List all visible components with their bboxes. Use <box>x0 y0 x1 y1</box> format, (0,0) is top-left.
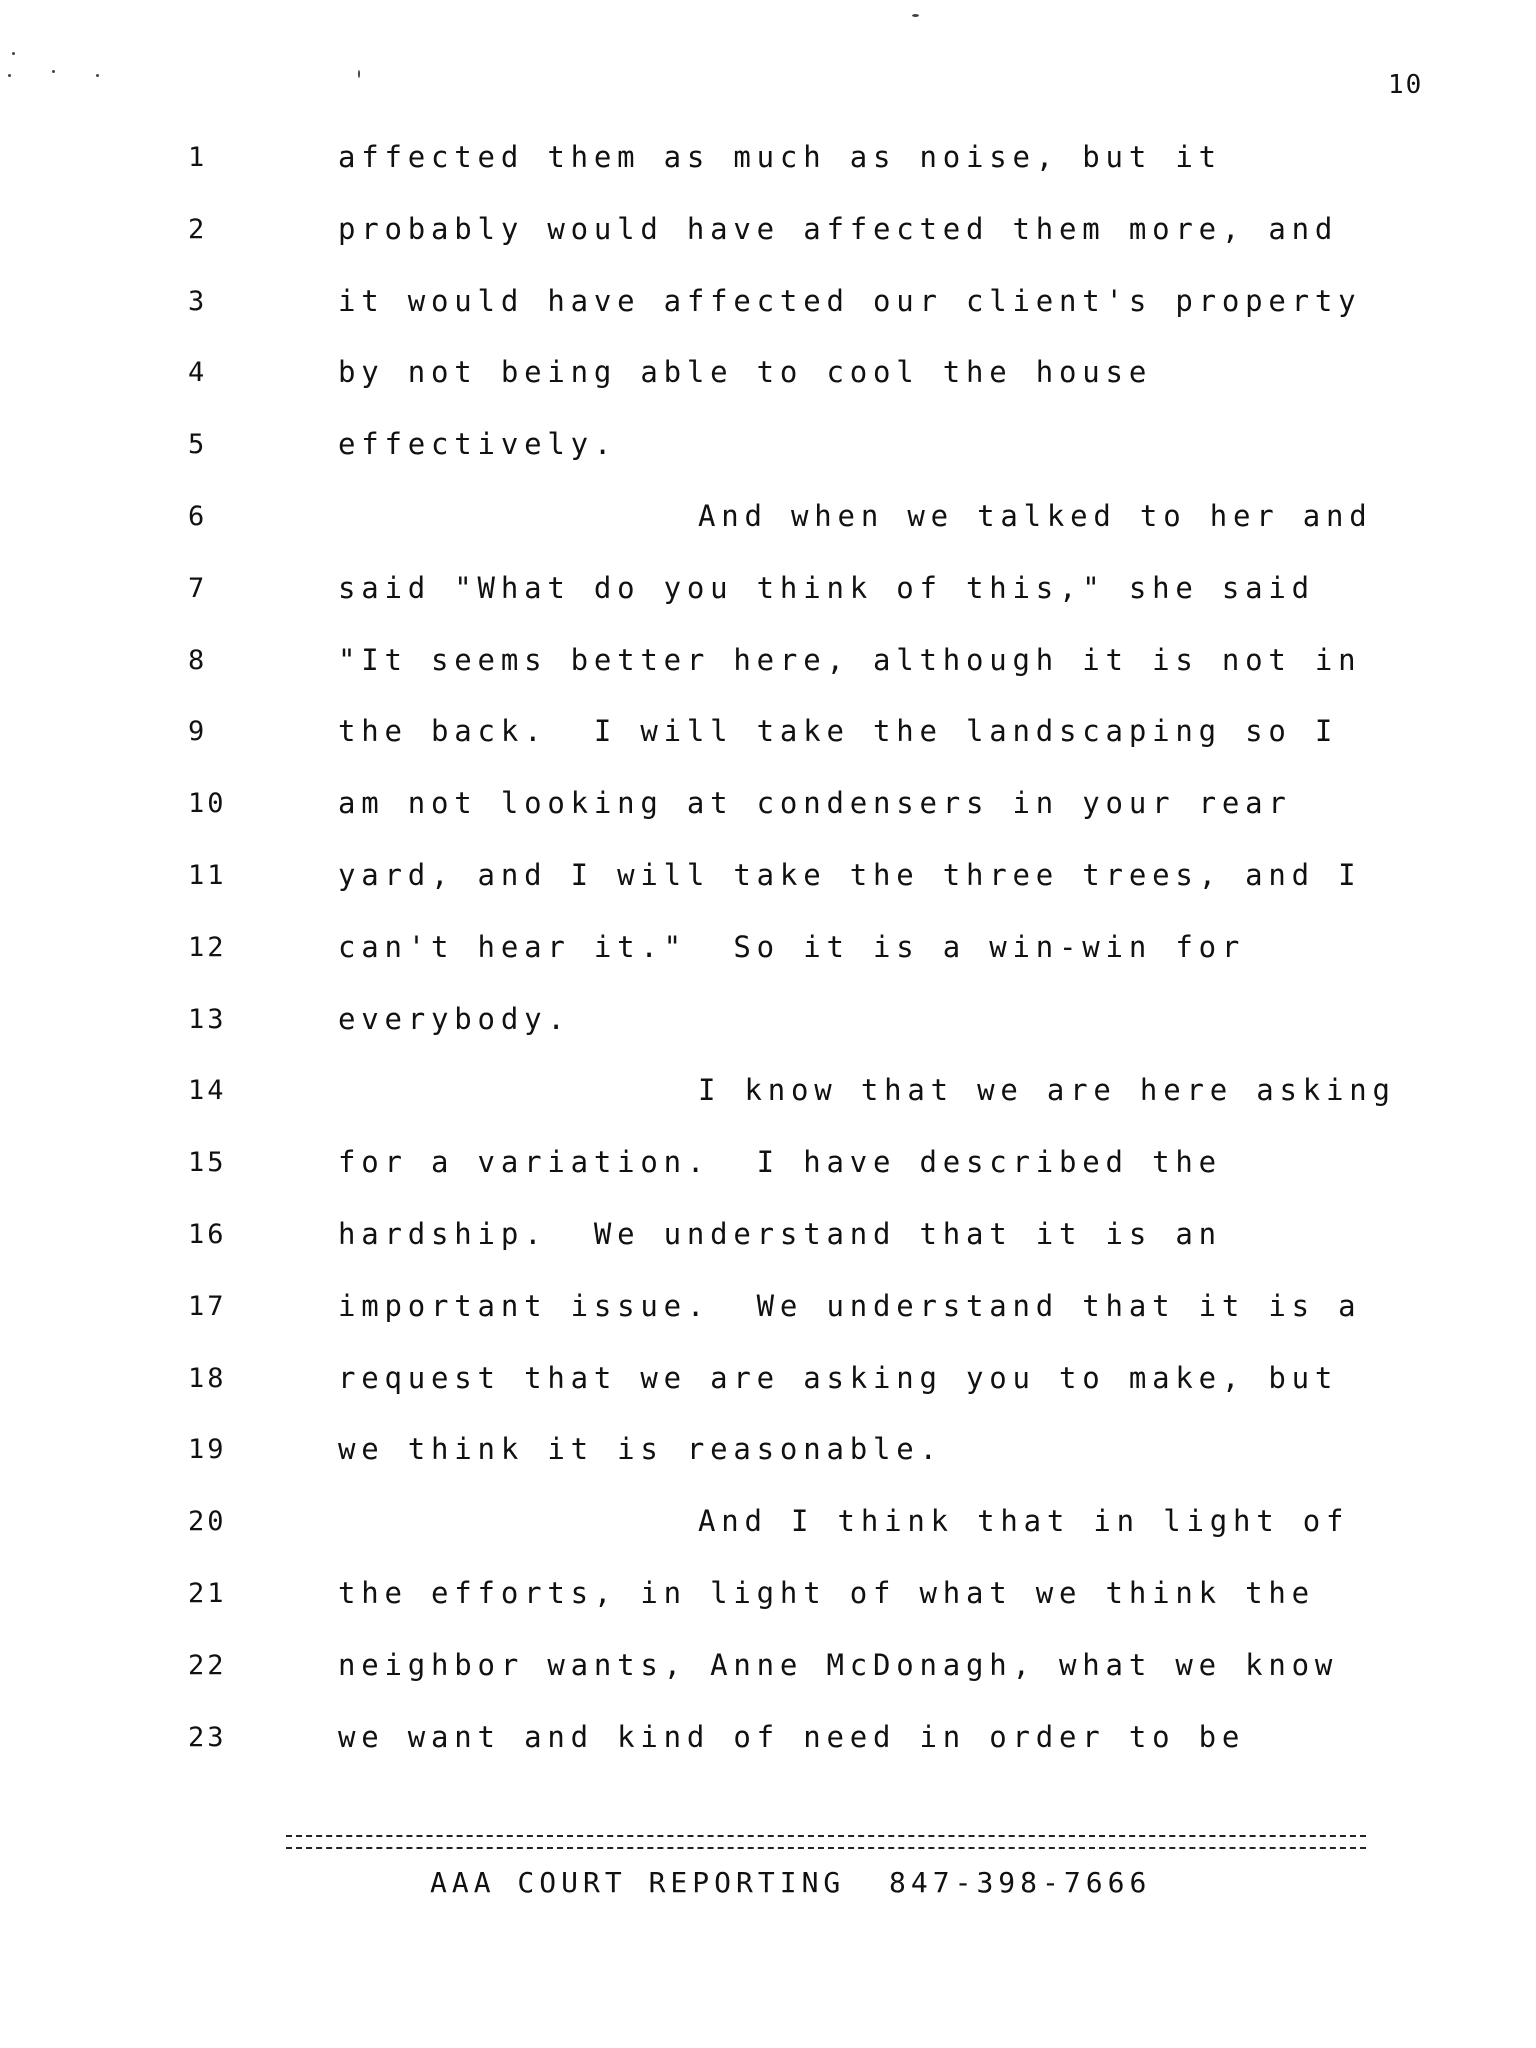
line-number: 11 <box>188 859 227 891</box>
line-text: probably would have affected them more, and <box>338 211 1339 246</box>
line-number: 7 <box>188 572 208 604</box>
transcript-line <box>0 1647 1536 1722</box>
line-text: hardship. We understand that it is an <box>338 1216 1222 1251</box>
line-number: 23 <box>188 1721 227 1753</box>
line-text: And when we talked to her and <box>698 498 1373 533</box>
scan-speck <box>12 52 15 55</box>
line-text: request that we are asking you to make, but <box>338 1360 1339 1395</box>
line-text: neighbor wants, Anne McDonagh, what we know <box>338 1647 1339 1682</box>
transcript-line <box>0 142 1536 214</box>
scan-speck <box>912 14 919 17</box>
transcript-line <box>0 1719 1536 1794</box>
transcript-line <box>0 1360 1536 1435</box>
line-text: for a variation. I have described the <box>338 1145 1222 1180</box>
scan-speck <box>52 70 55 73</box>
transcript-line <box>0 1506 1536 1578</box>
line-number: 20 <box>188 1506 227 1538</box>
transcript-line <box>0 788 1536 860</box>
transcript-line <box>0 1075 1536 1147</box>
line-number: 16 <box>188 1218 227 1250</box>
line-number: 10 <box>188 788 227 820</box>
transcript-body <box>0 142 1536 1793</box>
line-text: can't hear it." So it is a win-win for <box>338 929 1246 964</box>
line-text: it would have affected our client's property <box>338 283 1362 318</box>
line-number: 8 <box>188 644 208 676</box>
line-text: we want and kind of need in order to be <box>338 1719 1246 1754</box>
line-text: yard, and I will take the three trees, and I <box>338 857 1362 892</box>
transcript-line <box>0 1001 1536 1076</box>
scan-speck <box>8 74 11 77</box>
line-text: said "What do you think of this," she said <box>338 570 1315 605</box>
transcript-line <box>0 929 1536 1004</box>
line-text: everybody. <box>338 1001 571 1036</box>
line-number: 12 <box>188 931 227 963</box>
transcript-line <box>0 1288 1536 1363</box>
line-number: 3 <box>188 285 208 317</box>
line-number: 21 <box>188 1577 227 1609</box>
line-text: important issue. We understand that it is a <box>338 1288 1362 1323</box>
line-text: "It seems better here, although it is not in <box>338 642 1362 677</box>
transcript-line <box>0 857 1536 932</box>
line-number: 2 <box>188 213 208 245</box>
transcript-line <box>0 283 1536 358</box>
court-reporter-phone: 847-398-7666 <box>889 1866 1152 1899</box>
line-text: the back. I will take the landscaping so I <box>338 714 1339 749</box>
transcript-line <box>0 1147 1536 1219</box>
line-number: 5 <box>188 429 208 461</box>
line-number: 15 <box>188 1147 227 1179</box>
line-text: am not looking at condensers in your rear <box>338 786 1292 821</box>
line-text: the efforts, in light of what we think the <box>338 1575 1315 1610</box>
transcript-line <box>0 716 1536 788</box>
line-number: 13 <box>188 1003 227 1035</box>
line-number: 6 <box>188 500 208 532</box>
transcript-line <box>0 570 1536 645</box>
line-number: 4 <box>188 357 208 389</box>
transcript-line <box>0 357 1536 429</box>
line-text: effectively. <box>338 427 618 462</box>
transcript-line <box>0 1575 1536 1650</box>
line-number: 9 <box>188 716 208 748</box>
transcript-line <box>0 429 1536 501</box>
line-number: 17 <box>188 1290 227 1322</box>
line-number: 1 <box>188 142 208 173</box>
transcript-line <box>0 1434 1536 1506</box>
transcript-line <box>0 642 1536 717</box>
line-text: I know that we are here asking <box>698 1073 1396 1108</box>
court-reporter-name: AAA COURT REPORTING <box>430 1866 846 1899</box>
line-text: by not being able to cool the house <box>338 355 1153 390</box>
line-text: And I think that in light of <box>698 1504 1350 1539</box>
footer <box>430 1866 1151 1899</box>
line-number: 18 <box>188 1362 227 1394</box>
footer-divider <box>286 1835 1366 1849</box>
line-number: 14 <box>188 1075 227 1107</box>
page-number: 10 <box>1388 70 1424 100</box>
transcript-line <box>0 1216 1536 1291</box>
transcript-line <box>0 211 1536 286</box>
line-text: affected them as much as noise, but it <box>338 140 1222 174</box>
line-text: we think it is reasonable. <box>338 1432 943 1467</box>
line-number: 19 <box>188 1434 227 1466</box>
line-number: 22 <box>188 1649 227 1681</box>
scan-speck <box>96 74 99 77</box>
transcript-line <box>0 498 1536 573</box>
scan-speck <box>358 70 360 78</box>
